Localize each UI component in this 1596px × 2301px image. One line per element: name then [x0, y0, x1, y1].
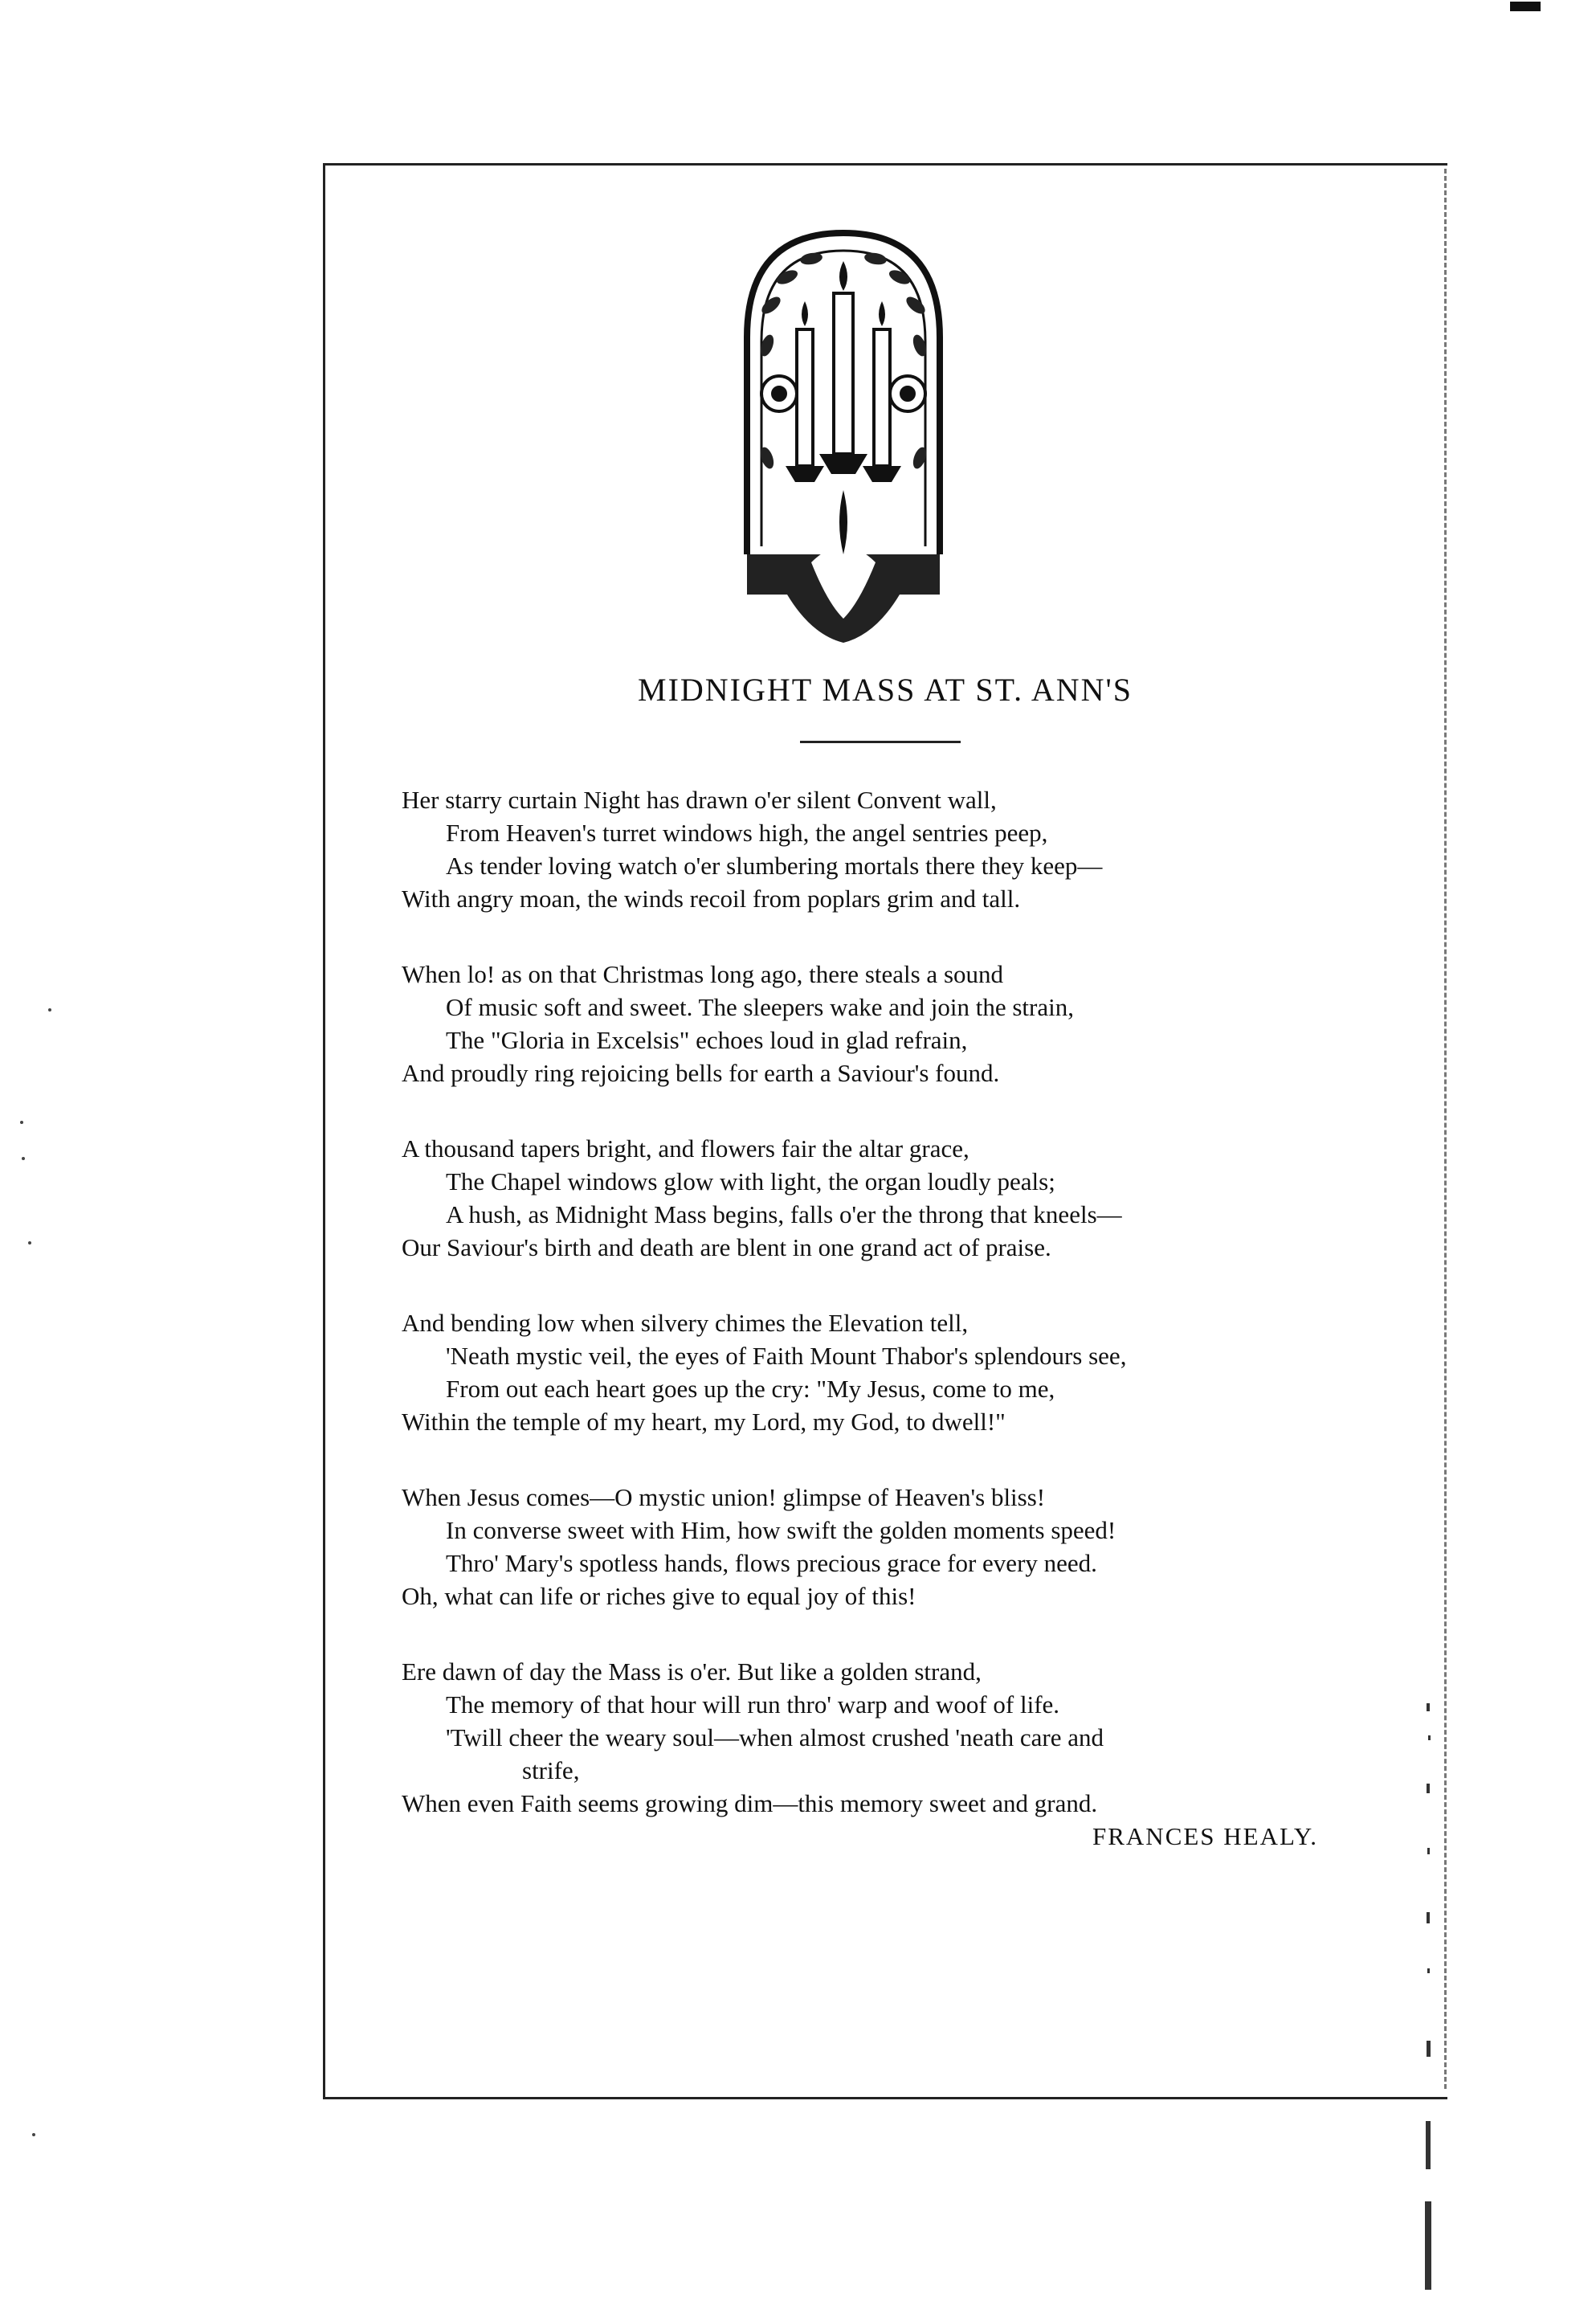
poem-line: In converse sweet with Him, how swift the golden moments speed! — [446, 1516, 1116, 1544]
poem-line: And proudly ring rejoicing bells for earth a Saviour's found. — [402, 1059, 1000, 1087]
poem-title: MIDNIGHT MASS AT ST. ANN'S — [638, 672, 1133, 708]
stanza — [402, 1655, 1414, 1820]
poem-line: When Jesus comes—O mystic union! glimpse of Heaven's bliss! — [402, 1483, 1046, 1511]
scan-speck — [28, 1241, 31, 1245]
poem-line: Of music soft and sweet. The sleepers wake and join the strain, — [446, 993, 1074, 1021]
scan-edge-noise — [1422, 1703, 1436, 2298]
poem-line: From out each heart goes up the cry: "My Jesus, come to me, — [446, 1375, 1055, 1403]
poem-line: The "Gloria in Excelsis" echoes loud in glad refrain, — [446, 1026, 968, 1054]
scan-speck — [48, 1008, 51, 1012]
poem-line: Ere dawn of day the Mass is o'er. But like a golden strand, — [402, 1657, 982, 1686]
poem-line: From Heaven's turret windows high, the angel sentries peep, — [446, 819, 1048, 847]
poem-line: Her starry curtain Night has drawn o'er silent Convent wall, — [402, 786, 997, 814]
poem-line: When even Faith seems growing dim—this memory sweet and grand. — [402, 1789, 1098, 1817]
title-divider — [800, 741, 961, 743]
scan-mark — [1510, 2, 1541, 11]
poem-line: Our Saviour's birth and death are blent in one grand act of praise. — [402, 1233, 1051, 1261]
scan-speck — [32, 2133, 35, 2136]
stanza — [402, 1132, 1414, 1264]
poem-line: The memory of that hour will run thro' warp and woof of life. — [446, 1690, 1060, 1719]
poem-line: 'Twill cheer the weary soul—when almost crushed 'neath care and — [446, 1723, 1104, 1751]
stanza — [402, 1481, 1414, 1612]
scan-speck — [22, 1157, 25, 1160]
poem-line: Within the temple of my heart, my Lord, my God, to dwell!" — [402, 1408, 1006, 1436]
page-frame-right-edge — [1444, 169, 1447, 2089]
poem-line: The Chapel windows glow with light, the organ loudly peals; — [446, 1167, 1055, 1195]
poem-line: A hush, as Midnight Mass begins, falls o'er the throng that kneels— — [446, 1200, 1122, 1228]
stanza — [402, 958, 1414, 1089]
poem-line: Thro' Mary's spotless hands, flows precious grace for every need. — [446, 1549, 1097, 1577]
candles-wreath-icon — [723, 217, 964, 651]
stanza — [402, 783, 1414, 915]
poem-line: 'Neath mystic veil, the eyes of Faith Mount Thabor's splendours see, — [446, 1342, 1127, 1370]
poem-line: As tender loving watch o'er slumbering mortals there they keep— — [446, 852, 1103, 880]
poem-line: Oh, what can life or riches give to equal joy of this! — [402, 1582, 916, 1610]
poem-line: And bending low when silvery chimes the Elevation tell, — [402, 1309, 969, 1337]
poem-author: FRANCES HEALY. — [1092, 1822, 1318, 1850]
stanza — [402, 1306, 1414, 1438]
poem-body — [402, 783, 1414, 1862]
poem-line: When lo! as on that Christmas long ago, there steals a sound — [402, 960, 1004, 988]
poem-line: A thousand tapers bright, and flowers fair the altar grace, — [402, 1134, 969, 1163]
scan-speck — [20, 1121, 23, 1124]
poem-line: With angry moan, the winds recoil from poplars grim and tall. — [402, 885, 1021, 913]
poem-line: strife, — [522, 1756, 580, 1784]
